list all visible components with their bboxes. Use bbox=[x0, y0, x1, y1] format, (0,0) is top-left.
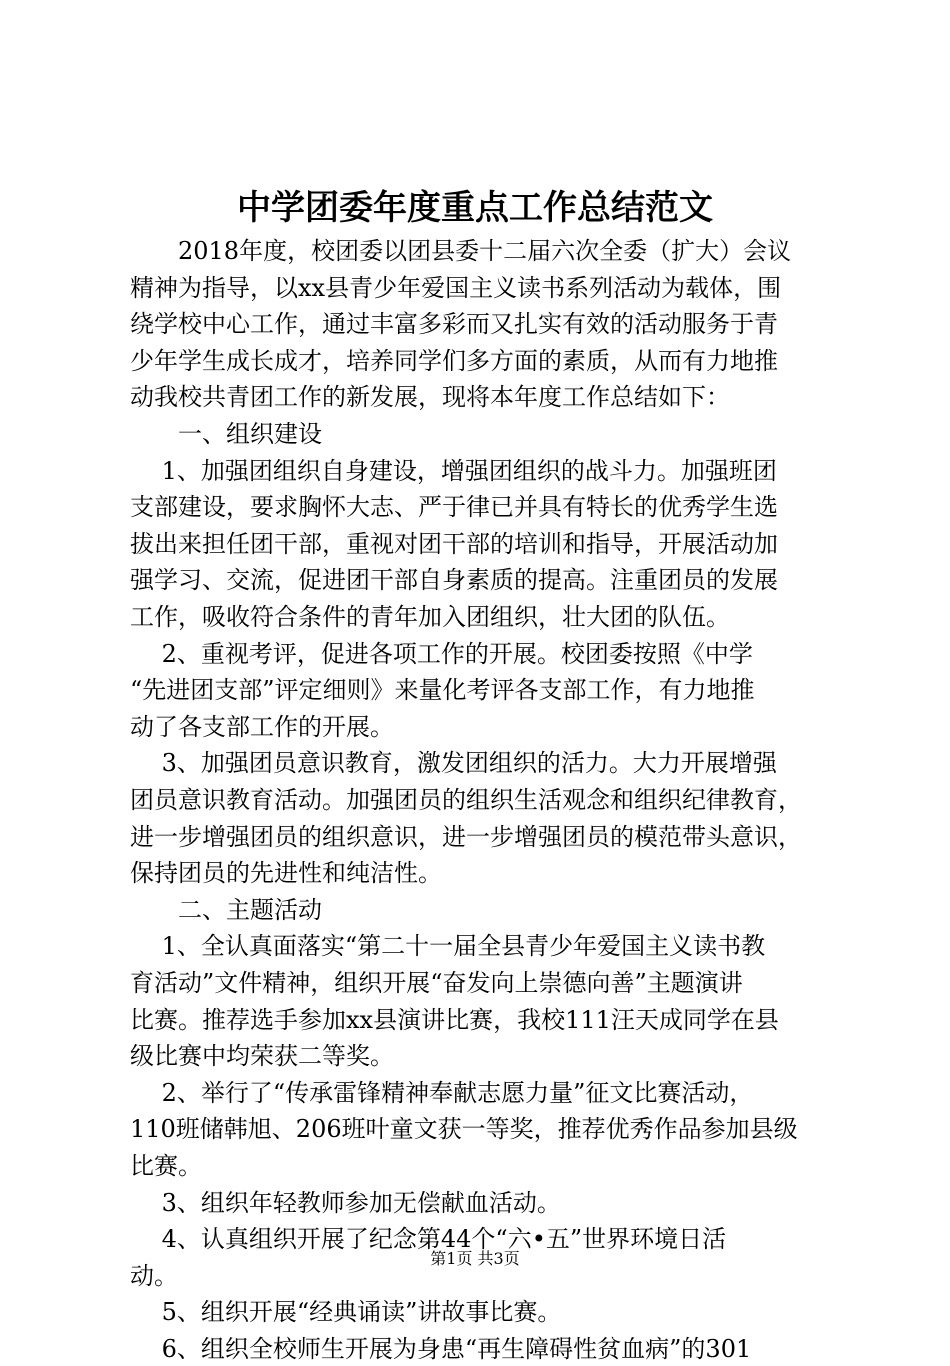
page-footer: 第1页 共3页 bbox=[430, 1249, 520, 1268]
body-line: 3、加强团员意识教育，激发团组织的活力。大力开展增强 bbox=[130, 749, 777, 777]
body-line: 少年学生成长成才，培养同学们多方面的素质，从而有力地推 bbox=[130, 347, 778, 375]
body-line: “先进团支部”评定细则》来量化考评各支部工作，有力地推 bbox=[130, 676, 755, 704]
body-line: 拔出来担任团干部，重视对团干部的培训和指导，开展活动加 bbox=[130, 530, 778, 558]
body-line: 保持团员的先进性和纯洁性。 bbox=[130, 859, 442, 887]
body-line: 工作，吸收符合条件的青年加入团组织，壮大团的队伍。 bbox=[130, 603, 730, 631]
body-line: 级比赛中均荣获二等奖。 bbox=[130, 1042, 394, 1070]
body-line: 育活动”文件精神，组织开展“奋发向上崇德向善”主题演讲 bbox=[130, 969, 743, 997]
body-line: 2018年度，校团委以团县委十二届六次全委（扩大）会议 bbox=[130, 237, 792, 265]
body-line: 一、组织建设 bbox=[130, 420, 322, 448]
body-line: 动了各支部工作的开展。 bbox=[130, 713, 394, 741]
body-line: 进一步增强团员的组织意识，进一步增强团员的模范带头意识， bbox=[130, 823, 802, 851]
document-title: 中学团委年度重点工作总结范文 bbox=[237, 188, 713, 228]
body-line: 动我校共青团工作的新发展，现将本年度工作总结如下： bbox=[130, 383, 730, 411]
body-line: 5、组织开展“经典诵读”讲故事比赛。 bbox=[130, 1298, 562, 1326]
body-line: 2、重视考评，促进各项工作的开展。校团委按照《中学 bbox=[130, 640, 753, 668]
body-line: 绕学校中心工作，通过丰富多彩而又扎实有效的活动服务于青 bbox=[130, 310, 778, 338]
body-line: 精神为指导，以xx县青少年爱国主义读书系列活动为载体，围 bbox=[130, 274, 782, 302]
body-line: 动。 bbox=[130, 1262, 178, 1290]
body-line: 1、加强团组织自身建设，增强团组织的战斗力。加强班团 bbox=[130, 457, 777, 485]
body-line: 1、全认真面落实“第二十一届全县青少年爱国主义读书教 bbox=[130, 932, 766, 960]
body-line: 6、组织全校师生开展为身患“再生障碍性贫血病”的301 bbox=[130, 1335, 752, 1363]
body-line: 团员意识教育活动。加强团员的组织生活观念和组织纪律教育， bbox=[130, 786, 802, 814]
body-line: 比赛。推荐选手参加xx县演讲比赛，我校111汪天成同学在县 bbox=[130, 1006, 779, 1034]
body-line: 支部建设，要求胸怀大志、严于律已并具有特长的优秀学生选 bbox=[130, 493, 778, 521]
body-line: 3、组织年轻教师参加无偿献血活动。 bbox=[130, 1189, 561, 1217]
body-line: 二、主题活动 bbox=[130, 896, 322, 924]
body-line: 强学习、交流，促进团干部自身素质的提高。注重团员的发展 bbox=[130, 566, 778, 594]
body-line: 4、认真组织开展了纪念第44个“六•五”世界环境日活 bbox=[130, 1225, 727, 1253]
body-line: 比赛。 bbox=[130, 1152, 202, 1180]
body-line: 110班储韩旭、206班叶童文获一等奖，推荐优秀作品参加县级 bbox=[130, 1115, 798, 1143]
body-line: 2、举行了“传承雷锋精神奉献志愿力量”征文比赛活动， bbox=[130, 1079, 754, 1107]
